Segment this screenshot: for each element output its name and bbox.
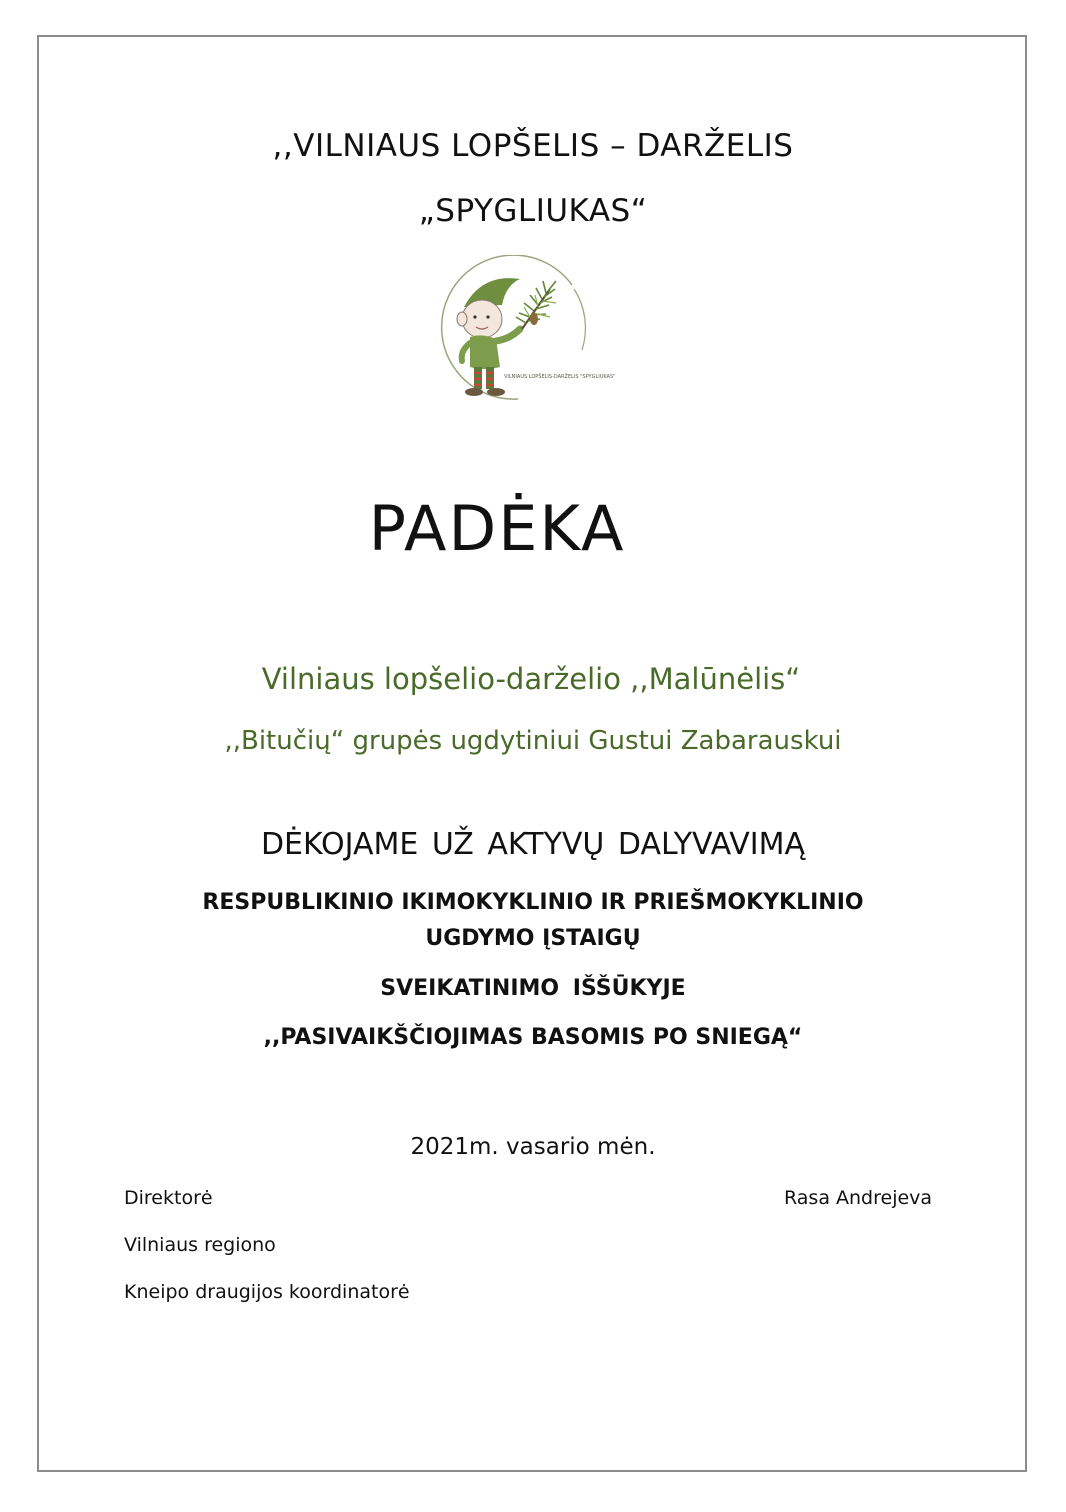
- logo-caption: VILNIAUS LOPŠELIS-DARŽELIS "SPYGLIUKAS": [504, 374, 616, 380]
- certificate-date: 2021m. vasario mėn.: [410, 1134, 656, 1160]
- event-line-4: ,,PASIVAIKŠČIOJIMAS BASOMIS PO SNIEGĄ“: [263, 1025, 803, 1050]
- event-line-3: SVEIKATINIMO IŠŠŪKYJE: [380, 976, 686, 1001]
- elf-logo-icon: [422, 255, 612, 405]
- signer-role-line1: Direktorė: [124, 1187, 213, 1209]
- recipient-student: ,,Bitučių“ grupės ugdytiniui Gustui Zabarauskui: [224, 726, 842, 756]
- school-logo: [422, 255, 616, 405]
- school-name-line1: ,,VILNIAUS LOPŠELIS – DARŽELIS: [272, 128, 794, 164]
- thanks-heading: DĖKOJAME UŽ AKTYVŲ DALYVAVIMĄ: [260, 827, 806, 862]
- recipient-institution: Vilniaus lopšelio-darželio ,,Malūnėlis“: [261, 662, 801, 696]
- signer-role-line2: Vilniaus regiono: [124, 1234, 276, 1256]
- certificate-title: PADĖKA: [368, 492, 626, 565]
- event-line-1: RESPUBLIKINIO IKIMOKYKLINIO IR PRIEŠMOKYKLINIO: [202, 890, 864, 915]
- school-name-line2: „SPYGLIUKAS“: [418, 193, 648, 229]
- signer-role-line3: Kneipo draugijos koordinatorė: [124, 1281, 410, 1303]
- signer-name: Rasa Andrejeva: [784, 1187, 933, 1209]
- event-line-2: UGDYMO ĮSTAIGŲ: [425, 926, 641, 951]
